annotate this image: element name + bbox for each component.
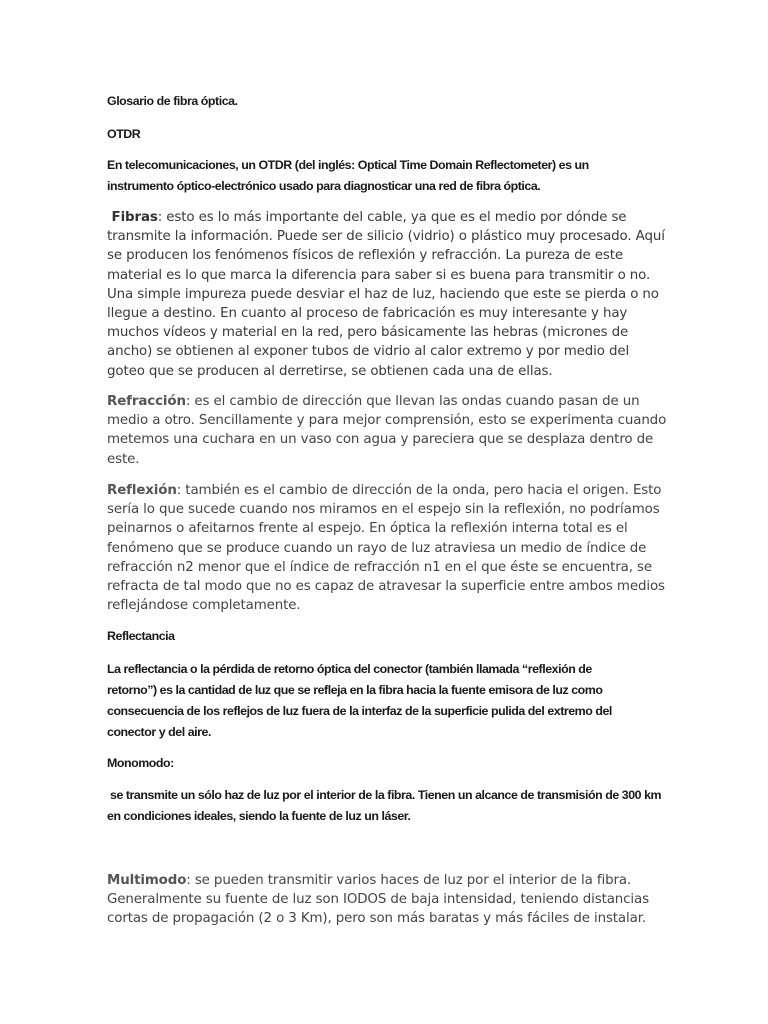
refraccion-text: : es el cambio de dirección que llevan las ondas cuando pasan de un medio a otro. Sencillamente y para mejor comprensión, esto se experimenta cuando metemos una cuchara en un vaso con agua y pareciera que se desplaza dentro de este. xyxy=(107,394,667,467)
reflexion-term: Reflexión xyxy=(107,483,177,498)
fibras-paragraph xyxy=(107,208,667,381)
reflexion-text: : también es el cambio de dirección de la onda, pero hacia el origen. Esto sería lo que sucede cuando nos miramos en el espejo sin la reflexión, no podríamos peinarnos o afeitarnos frente al espejo. En óptica la reflexión interna total es el fenómeno que se produce cuando un rayo de luz atraviesa un medio de índice de refracción n2 menor que el índice de refracción n1 en el que éste se encuentra, se refracta de tal modo que no es capaz de atravesar la superficie entre ambos medios reflejándose completamente. xyxy=(107,483,665,614)
document-title: Glosario de fibra óptica. xyxy=(107,94,238,108)
reflexion-paragraph xyxy=(107,481,667,615)
fibras-term: Fibras xyxy=(107,210,158,225)
otdr-definition: En telecomunicaciones, un OTDR (del inglés: Optical Time Domain Reflectometer) es un instrumento óptico-electrónico usado para diagnosticar una red de fibra óptica. xyxy=(107,158,589,193)
otdr-heading: OTDR xyxy=(107,127,141,141)
multimodo-term: Multimodo xyxy=(107,873,187,888)
multimodo-paragraph xyxy=(107,871,667,929)
refraccion-paragraph xyxy=(107,392,667,469)
monomodo-definition: se transmite un sólo haz de luz por el interior de la fibra. Tienen un alcance de transmisión de 300 km en condiciones ideales, siendo la fuente de luz un láser. xyxy=(107,788,665,823)
monomodo-heading: Monomodo: xyxy=(107,756,174,770)
multimodo-text: : se pueden transmitir varios haces de luz por el interior de la fibra. Generalmente su fuente de luz son IODOS de baja intensidad, teniendo distancias cortas de propagación (2 o 3 Km), pero son más baratas y más fáciles de instalar. xyxy=(107,873,649,927)
refraccion-term: Refracción xyxy=(107,394,186,409)
reflectancia-definition: La reflectancia o la pérdida de retorno óptica del conector (también llamada “reflexión de retorno”) es la cantidad de luz que se refleja en la fibra hacia la fuente emisora de luz como consecuencia de los reflejos de luz fuera de la interfaz de la superficie pulida del extremo del conector y del aire. xyxy=(107,662,612,739)
fibras-text: : esto es lo más importante del cable, ya que es el medio por dónde se transmite la información. Puede ser de silicio (vidrio) o plástico muy procesado. Aquí se producen los fenómenos físicos de reflexión y refracción. La pureza de este material es lo que marca la diferencia para saber si es buena para transmitir o no. Una simple impureza puede desviar el haz de luz, haciendo que este se pierda o no llegue a destino. En cuanto al proceso de fabricación es muy interesante y hay muchos vídeos y material en la red, pero básicamente las hebras (micrones de ancho) se obtienen al exponer tubos de vidrio al calor extremo y por medio del goteo que se producen al derretirse, se obtienen cada una de ellas. xyxy=(107,210,665,379)
reflectancia-heading: Reflectancia xyxy=(107,629,175,643)
